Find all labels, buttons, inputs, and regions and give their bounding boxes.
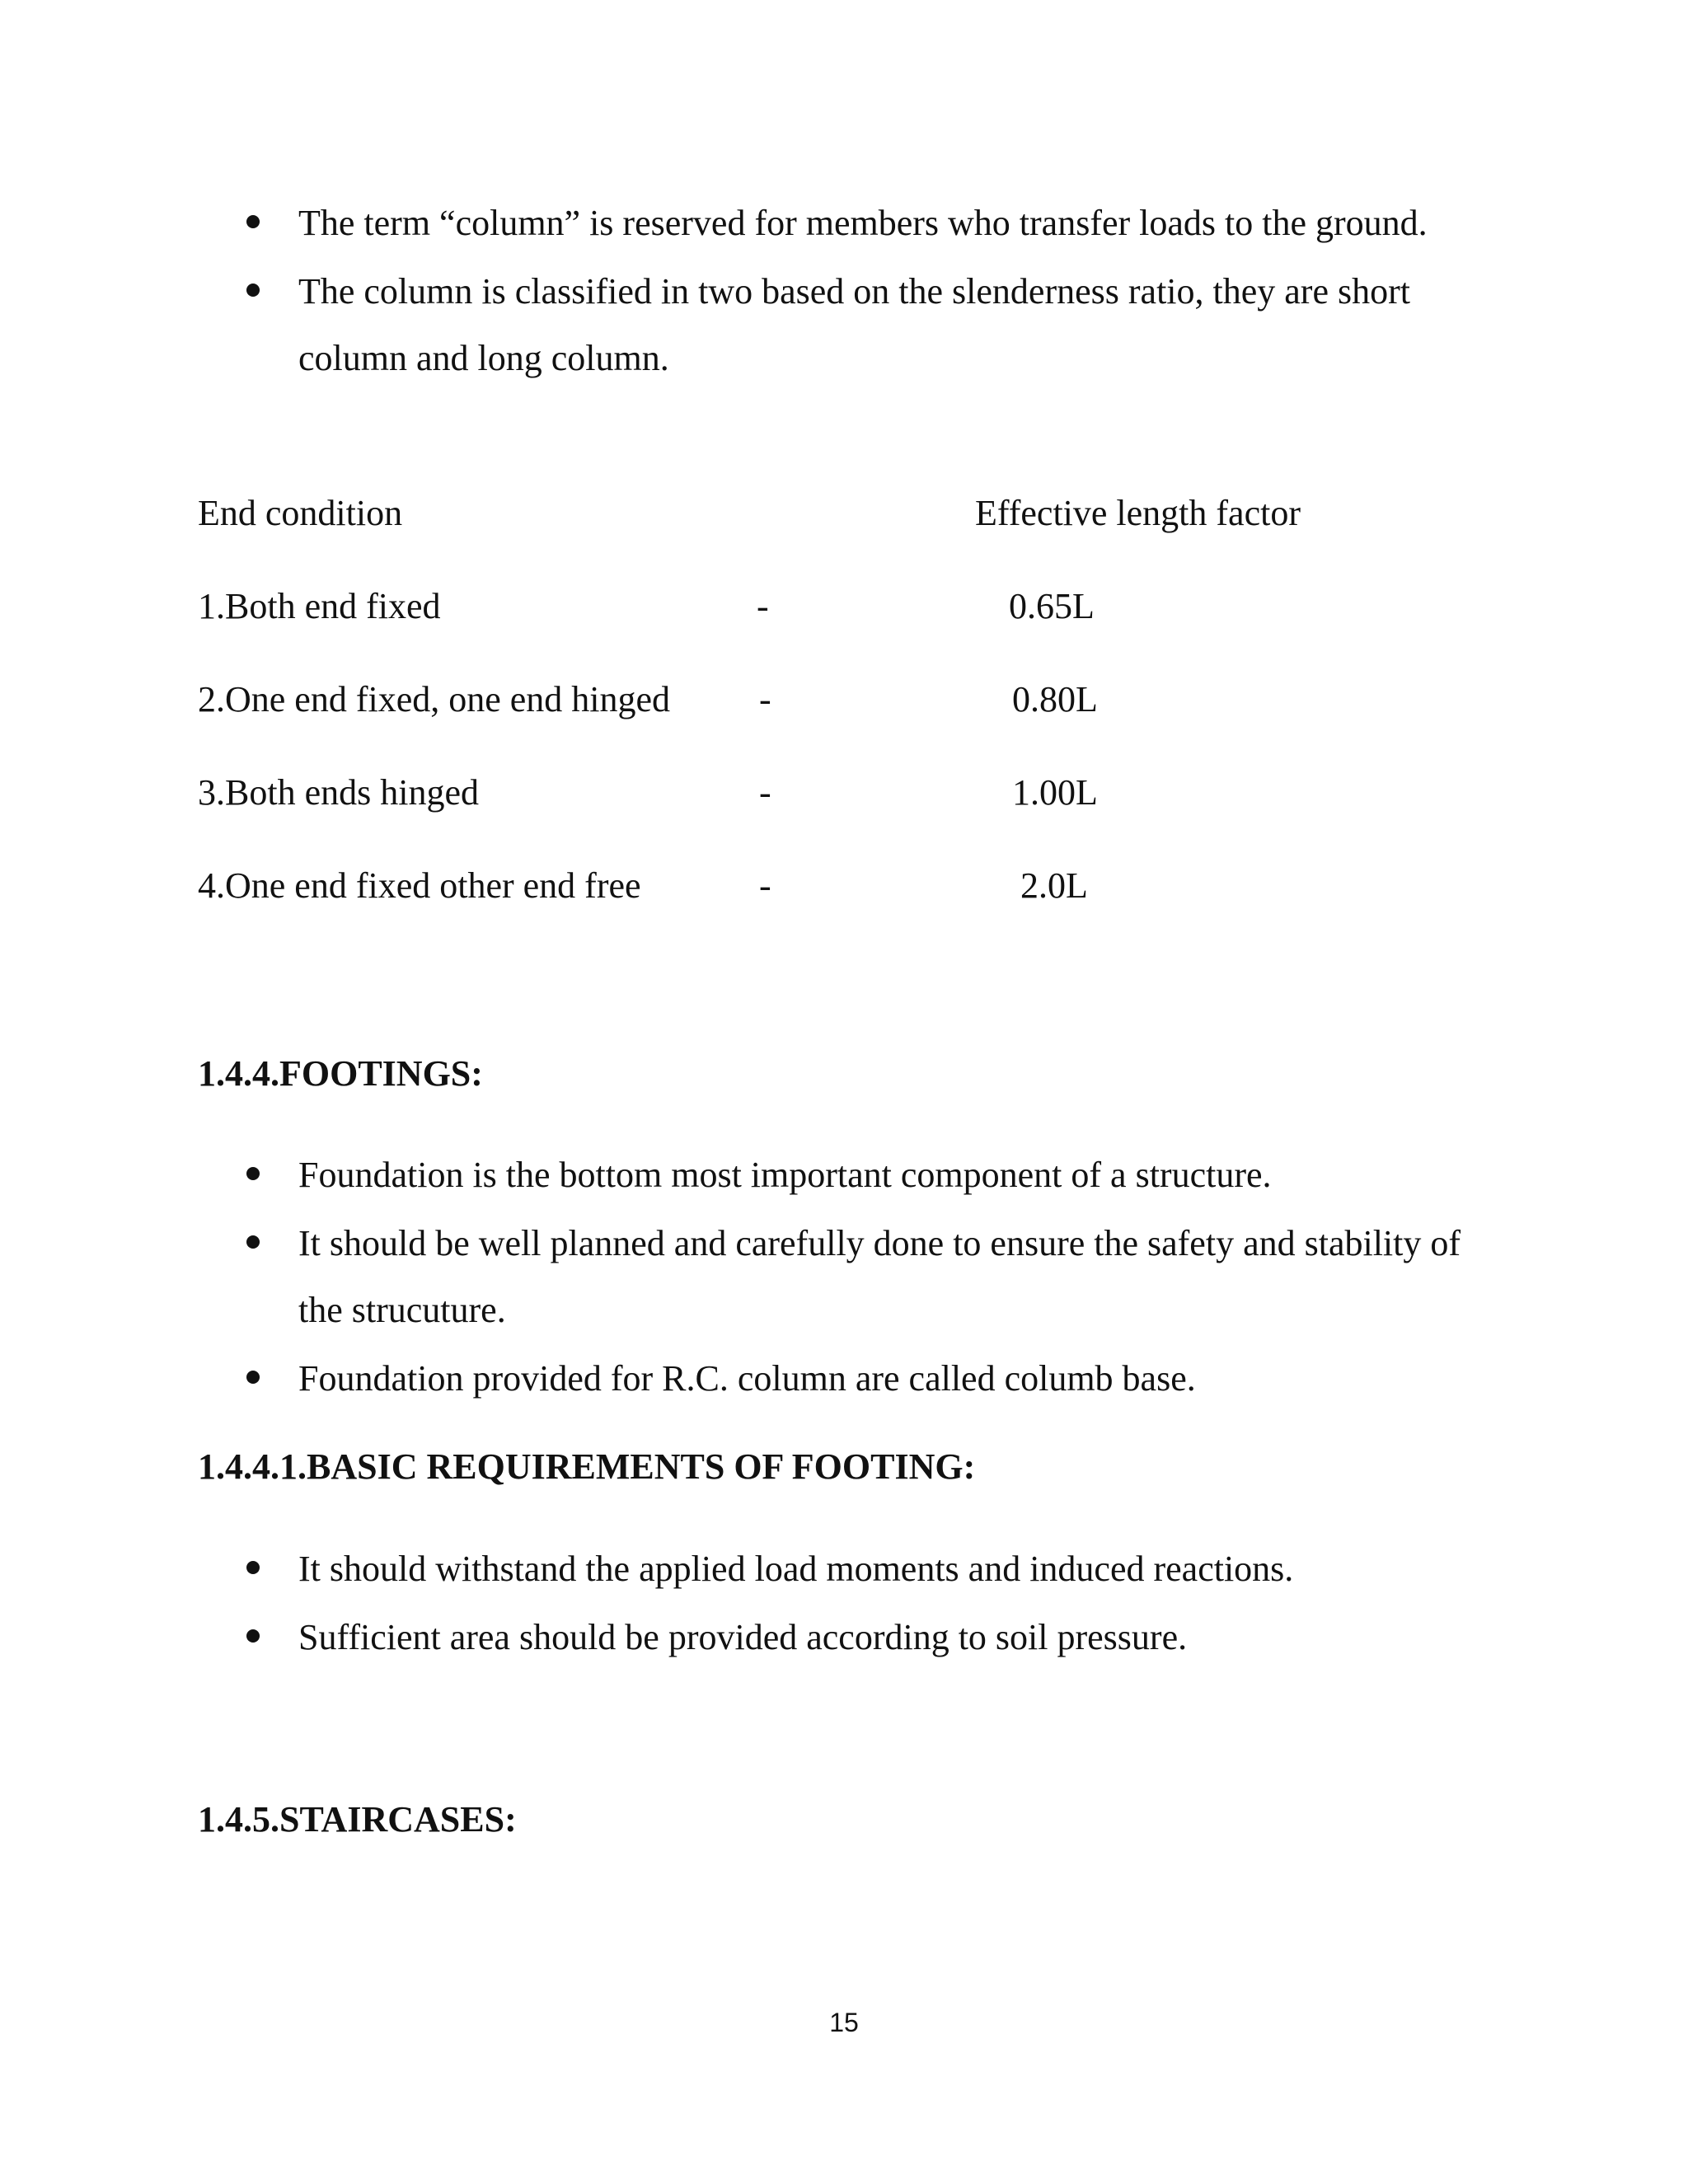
bullet-icon	[246, 1561, 260, 1574]
bullet-icon	[246, 1167, 260, 1180]
bullet-icon	[246, 284, 260, 297]
footings-bullet-list	[0, 1141, 1688, 1413]
separator-cell: -	[759, 679, 771, 719]
bullet-text: Foundation provided for R.C. column are called columb base.	[298, 1358, 1196, 1399]
list-item	[0, 258, 1688, 391]
list-item	[0, 1535, 1688, 1602]
bullet-icon	[246, 1371, 260, 1384]
section-heading-staircases: 1.4.5.STAIRCASES:	[198, 1799, 517, 1840]
separator-cell: -	[759, 865, 771, 906]
section-heading-basic-requirements: 1.4.4.1.BASIC REQUIREMENTS OF FOOTING:	[198, 1446, 976, 1487]
bullet-text: Sufficient area should be provided according to soil pressure.	[298, 1617, 1188, 1657]
separator-cell: -	[759, 772, 771, 813]
separator-cell: -	[757, 586, 769, 626]
bullet-text: Foundation is the bottom most important component of a structure.	[298, 1155, 1272, 1195]
table-header-factor: Effective length factor	[975, 493, 1301, 533]
requirements-bullet-list	[0, 1535, 1688, 1672]
table-header-condition: End condition	[198, 493, 403, 533]
section-heading-footings: 1.4.4.FOOTINGS:	[198, 1053, 483, 1094]
bullet-icon	[246, 1629, 260, 1643]
condition-cell: 3.Both ends hinged	[198, 772, 479, 813]
list-item	[0, 1604, 1688, 1671]
condition-cell: 4.One end fixed other end free	[198, 865, 641, 906]
bullet-text: It should withstand the applied load moments and induced reactions.	[298, 1549, 1294, 1589]
condition-cell: 2.One end fixed, one end hinged	[198, 679, 671, 719]
factor-cell: 1.00L	[1012, 772, 1098, 813]
list-item	[0, 190, 1688, 256]
intro-bullet-list	[0, 190, 1688, 393]
bullet-text: The column is classified in two based on the slenderness ratio, they are short column and long column.	[298, 271, 1410, 378]
list-item	[0, 1210, 1688, 1343]
bullet-icon	[246, 215, 260, 228]
factor-cell: 0.65L	[1009, 586, 1095, 626]
factor-cell: 0.80L	[1012, 679, 1098, 719]
bullet-text: It should be well planned and carefully done to ensure the safety and stability of the strucuture.	[298, 1223, 1461, 1330]
list-item	[0, 1345, 1688, 1412]
page-number: 15	[829, 2008, 859, 2037]
condition-cell: 1.Both end fixed	[198, 586, 441, 626]
factor-cell: 2.0L	[1020, 865, 1088, 906]
bullet-icon	[246, 1235, 260, 1249]
list-item	[0, 1141, 1688, 1208]
bullet-text: The term “column” is reserved for members who transfer loads to the ground.	[298, 203, 1428, 243]
